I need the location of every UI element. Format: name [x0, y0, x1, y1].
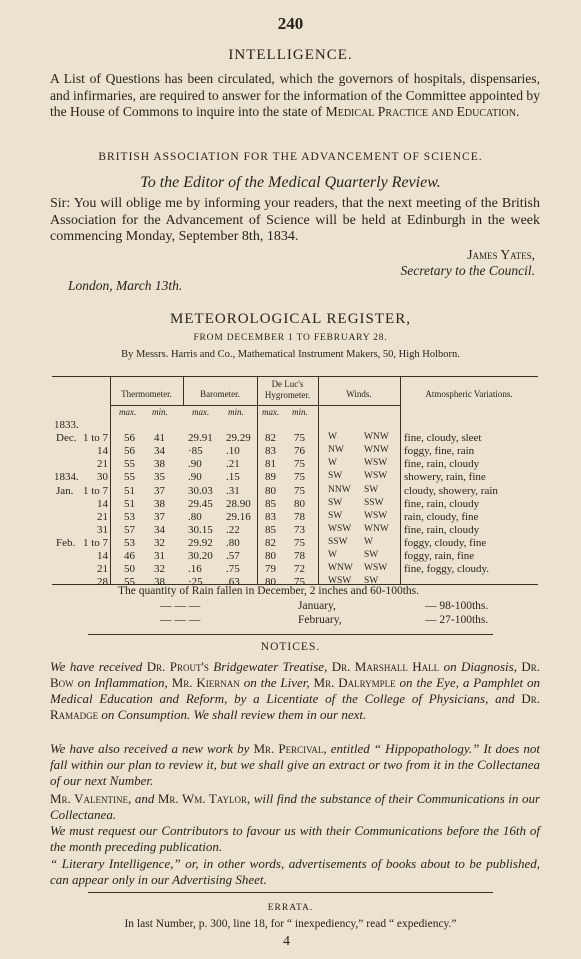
cell-day: 31 [97, 523, 108, 536]
cell-year: 1834. [54, 471, 79, 484]
table-row [52, 419, 538, 433]
table-row [52, 432, 538, 446]
cell-w2: WNW [364, 432, 389, 443]
cell-atm: foggy, cloudy, fine [404, 536, 487, 549]
cell-day: 1 to 7 [82, 536, 108, 549]
cell-w1: WSW [328, 523, 352, 534]
unit-min: min. [228, 407, 244, 417]
notice-3 [50, 791, 540, 823]
cell-atm: fine, cloudy, sleet [404, 432, 482, 445]
cell-bmax: 30.03 [188, 484, 213, 497]
cell-atm: rain, cloudy, fine [404, 510, 479, 523]
cell-tmin: 38 [154, 576, 165, 589]
cell-w1: NNW [328, 484, 351, 495]
register-subtitle: FROM DECEMBER 1 TO FEBRUARY 28. [193, 333, 388, 343]
cell-tmin: 34 [154, 445, 165, 458]
cell-tmax: 55 [124, 458, 135, 471]
rain-line-3-value: — 27-100ths. [425, 614, 489, 626]
cell-w1: WNW [328, 563, 353, 574]
cell-bmax: .90 [188, 458, 202, 471]
text-run: Mr. Valentine, [50, 791, 135, 806]
cell-bmax: .90 [188, 471, 202, 484]
table-row [52, 537, 538, 551]
text-run: on Inflammation, [77, 675, 172, 690]
cell-tmax: 57 [124, 523, 135, 536]
cell-hmin: 73 [294, 523, 305, 536]
text-run: A List of Questions has been circulated, which the governors of hospitals, dispensaries, and infirmaries, are required to answer for the information of the Committee appointed by the House of Commons to inquire into the state of [50, 71, 540, 120]
cell-hmin: 76 [294, 445, 305, 458]
cell-bmax: .80 [188, 510, 202, 523]
text-run: will find the substance of their Communications in our Collectanea. [50, 791, 541, 822]
cell-atm: fine, rain, cloudy [404, 497, 480, 510]
cell-day: 21 [97, 510, 108, 523]
unit-min: min. [152, 407, 168, 417]
divider-rule [88, 634, 493, 635]
text-run: on Diagnosis, [443, 659, 522, 674]
cell-hmax: 80 [265, 484, 276, 497]
errata-title: ERRATA. [267, 903, 314, 913]
cell-bmin: .15 [226, 471, 240, 484]
notices-title: NOTICES. [260, 641, 321, 653]
cell-hmax: 79 [265, 563, 276, 576]
cell-hmin: 78 [294, 550, 305, 562]
cell-hmax: 80 [265, 550, 276, 562]
editor-heading: To the Editor of the Medical Quarterly Review. [140, 174, 441, 191]
table-row [52, 471, 538, 485]
cell-tmax: 53 [124, 536, 135, 549]
register-title: METEOROLOGICAL REGISTER, [170, 311, 411, 327]
cell-tmin: 38 [154, 458, 165, 471]
cell-bmin: .10 [226, 445, 240, 458]
section-title: INTELLIGENCE. [228, 47, 353, 63]
cell-hmin: 75 [294, 458, 305, 471]
unit-max: max. [119, 407, 137, 417]
header-rule [110, 405, 400, 406]
cell-atm: fine, foggy, cloudy. [404, 563, 490, 576]
cell-hmin: 75 [294, 536, 305, 549]
hygrometer-header-line2: Hygrometer. [264, 390, 311, 400]
cell-tmin: 32 [154, 536, 165, 549]
table-row [52, 498, 538, 512]
cell-w1: SSW [328, 536, 348, 547]
table-row [52, 445, 538, 459]
cell-month: Jan. [56, 484, 74, 497]
cell-hmax: 85 [265, 523, 276, 536]
text-run: We have received [50, 659, 147, 674]
cell-w2: WSW [364, 510, 388, 521]
cell-bmax: 29.45 [188, 497, 213, 510]
cell-hmin: 75 [294, 471, 305, 484]
divider-rule [88, 892, 493, 893]
notice-2 [50, 741, 540, 789]
errata-text: In last Number, p. 300, line 18, for “ inexpediency,” read “ expediency.” [124, 918, 457, 930]
cell-tmax: 55 [124, 576, 135, 589]
table-row [52, 511, 538, 525]
cell-w2: SW [364, 576, 379, 587]
cell-bmax: 29.91 [188, 432, 213, 445]
cell-bmax: .16 [188, 563, 202, 576]
cell-day: 21 [97, 563, 108, 576]
cell-atm: foggy, fine, rain [404, 445, 475, 458]
cell-tmax: 53 [124, 510, 135, 523]
rain-line-3-month: February, [298, 614, 342, 626]
text-run: Mr. Dalrymple [313, 675, 400, 690]
cell-hmax: 81 [265, 458, 276, 471]
text-run: Dr. Marshall Hall [331, 659, 444, 674]
cell-tmax: 56 [124, 432, 135, 445]
barometer-header: Barometer. [200, 389, 240, 399]
text-run: We must request our Contributors to favour us with their Communications before the 16th of the month preceding publication. [50, 823, 540, 854]
text-run: Mr. Kiernan [171, 675, 244, 690]
notice-5 [50, 856, 540, 888]
text-run: entitled “ Hippopathology.” It does not fall within our plan to review it, but we shall give an extract or two from it in the Collectanea of our next Number. [50, 741, 540, 788]
cell-day: 1 to 7 [82, 484, 108, 497]
cell-hmax: 83 [265, 445, 276, 458]
cell-bmax: ·85 [188, 445, 203, 458]
cell-atm: cloudy, showery, rain [404, 484, 498, 497]
cell-w2: SSW [364, 497, 384, 508]
thermometer-header: Thermometer. [121, 389, 172, 399]
cell-atm: fine, rain, cloudy [404, 523, 480, 536]
cell-hmin: 75 [294, 576, 305, 589]
cell-w2: WSW [364, 471, 388, 482]
text-run: Mr. Wm. Taylor, [157, 791, 254, 806]
cell-w1: WSW [328, 576, 352, 587]
cell-bmin: .80 [226, 536, 240, 549]
cell-tmax: 55 [124, 471, 135, 484]
cell-tmin: 41 [154, 432, 165, 445]
cell-bmin: .31 [226, 484, 240, 497]
atmospheric-header: Atmospheric Variations. [425, 389, 513, 399]
cell-tmin: 31 [154, 550, 165, 562]
cell-atm: fine, rain, cloudy [404, 458, 480, 471]
cell-bmin: 28.90 [226, 497, 251, 510]
text-run: on the Eye, a Pamphlet on Medical Education and Reform, by a Licentiate of the College of Physicians, and [50, 675, 540, 706]
text-run: Dr. Prout's [146, 659, 214, 674]
notice-1 [50, 659, 540, 723]
cell-w2: W [364, 536, 373, 547]
text-run: Medical Practice and Education. [325, 104, 520, 120]
cell-day: 30 [97, 471, 108, 484]
intro-paragraph [50, 71, 540, 121]
text-run: Dr. Bow [50, 659, 541, 690]
cell-tmax: 46 [124, 550, 135, 562]
cell-bmax: 29.92 [188, 536, 213, 549]
table-row [52, 485, 538, 499]
text-run: and [134, 791, 158, 806]
cell-tmin: 37 [154, 510, 165, 523]
cell-month: Feb. [56, 536, 76, 549]
table-row [52, 550, 538, 564]
table-row [52, 458, 538, 472]
notice-4 [50, 823, 540, 855]
text-run: on the Liver, [243, 675, 314, 690]
cell-hmin: 75 [294, 432, 305, 445]
cell-w2: WNW [364, 445, 389, 456]
cell-w2: WSW [364, 563, 388, 574]
winds-header: Winds. [346, 389, 372, 399]
cell-hmax: 85 [265, 497, 276, 510]
cell-hmin: 75 [294, 484, 305, 497]
rain-dashes: — — — [160, 614, 201, 626]
cell-w1: NW [328, 445, 344, 456]
signature-mark: 4 [283, 934, 290, 949]
rain-dashes: — — — [160, 600, 201, 612]
cell-tmin: 38 [154, 497, 165, 510]
text-run: on Consumption. We shall review them in our next. [101, 707, 367, 722]
table-row [52, 524, 538, 538]
cell-hmin: 80 [294, 497, 305, 510]
signature-title: Secretary to the Council. [400, 263, 535, 278]
cell-bmax: ·25 [188, 576, 203, 589]
cell-tmax: 51 [124, 484, 135, 497]
cell-bmin: .21 [226, 458, 240, 471]
register-byline: By Messrs. Harris and Co., Mathematical Instrument Makers, 50, High Holborn. [121, 349, 460, 360]
rain-line-2-month: January, [298, 600, 336, 612]
cell-w1: W [328, 458, 337, 469]
text-run: Bridgewater Treatise, [213, 659, 332, 674]
register-table [52, 376, 538, 589]
cell-bmax: 30.20 [188, 550, 213, 562]
cell-hmax: 82 [265, 432, 276, 445]
unit-min: min. [292, 407, 308, 417]
rain-line-1: The quantity of Rain fallen in December, 2 inches and 60-100ths. [118, 585, 420, 597]
text-run: Dr. Ramadge [50, 691, 540, 722]
cell-day: 14 [97, 550, 108, 562]
table-row [52, 563, 538, 577]
cell-w2: WSW [364, 458, 388, 469]
cell-hmin: 78 [294, 510, 305, 523]
cell-w2: SW [364, 550, 379, 560]
cell-bmin: 29.16 [226, 510, 251, 523]
cell-tmax: 50 [124, 563, 135, 576]
cell-tmin: 35 [154, 471, 165, 484]
cell-tmin: 37 [154, 484, 165, 497]
cell-atm: showery, rain, fine [404, 471, 486, 484]
rain-line-2-value: — 98-100ths. [425, 600, 489, 612]
unit-max: max. [262, 407, 280, 417]
cell-day: 14 [97, 445, 108, 458]
cell-hmax: 82 [265, 536, 276, 549]
cell-bmin: .63 [226, 576, 240, 589]
cell-hmax: 89 [265, 471, 276, 484]
cell-bmin: .22 [226, 523, 240, 536]
letter-body: Sir: You will oblige me by informing your readers, that the next meeting of the British Association for the Advancement of Science will be held at Edinburgh in the week commencing Monday, September 8th, 1834. [50, 196, 540, 244]
cell-w2: WNW [364, 523, 389, 534]
cell-day: 1 to 7 [82, 432, 108, 445]
cell-bmin: .75 [226, 563, 240, 576]
cell-day: 14 [97, 497, 108, 510]
cell-tmax: 51 [124, 497, 135, 510]
cell-hmin: 72 [294, 563, 305, 576]
cell-w1: W [328, 432, 337, 443]
cell-day: 28 [97, 576, 108, 589]
cell-day: 21 [97, 458, 108, 471]
cell-atm: foggy, rain, fine [404, 550, 475, 562]
cell-month: Dec. [56, 432, 77, 445]
cell-bmin: 29.29 [226, 432, 251, 445]
cell-tmin: 32 [154, 563, 165, 576]
signature-name: James Yates, [467, 247, 535, 262]
unit-max: max. [192, 407, 210, 417]
letter-place-date: London, March 13th. [68, 278, 183, 293]
cell-bmax: 30.15 [188, 523, 213, 536]
cell-tmax: 56 [124, 445, 135, 458]
text-run: Mr. Percival, [253, 741, 331, 756]
cell-w1: SW [328, 497, 343, 508]
cell-bmin: .57 [226, 550, 240, 562]
cell-w1: W [328, 550, 337, 560]
cell-w1: SW [328, 471, 343, 482]
cell-w2: SW [364, 484, 379, 495]
page-number: 240 [277, 14, 304, 33]
hygrometer-header-line1: De Luc's [271, 379, 304, 389]
association-heading: BRITISH ASSOCIATION FOR THE ADVANCEMENT OF SCIENCE. [98, 151, 483, 163]
cell-hmax: 80 [265, 576, 276, 589]
text-run: “ Literary Intelligence,” or, in other words, advertisements of books about to be published, can appear only in our Advertising Sheet. [50, 856, 540, 887]
text-run: We have also received a new work by [50, 741, 254, 756]
cell-w1: SW [328, 510, 343, 521]
cell-year: 1833. [54, 419, 79, 431]
cell-hmax: 83 [265, 510, 276, 523]
cell-tmin: 34 [154, 523, 165, 536]
